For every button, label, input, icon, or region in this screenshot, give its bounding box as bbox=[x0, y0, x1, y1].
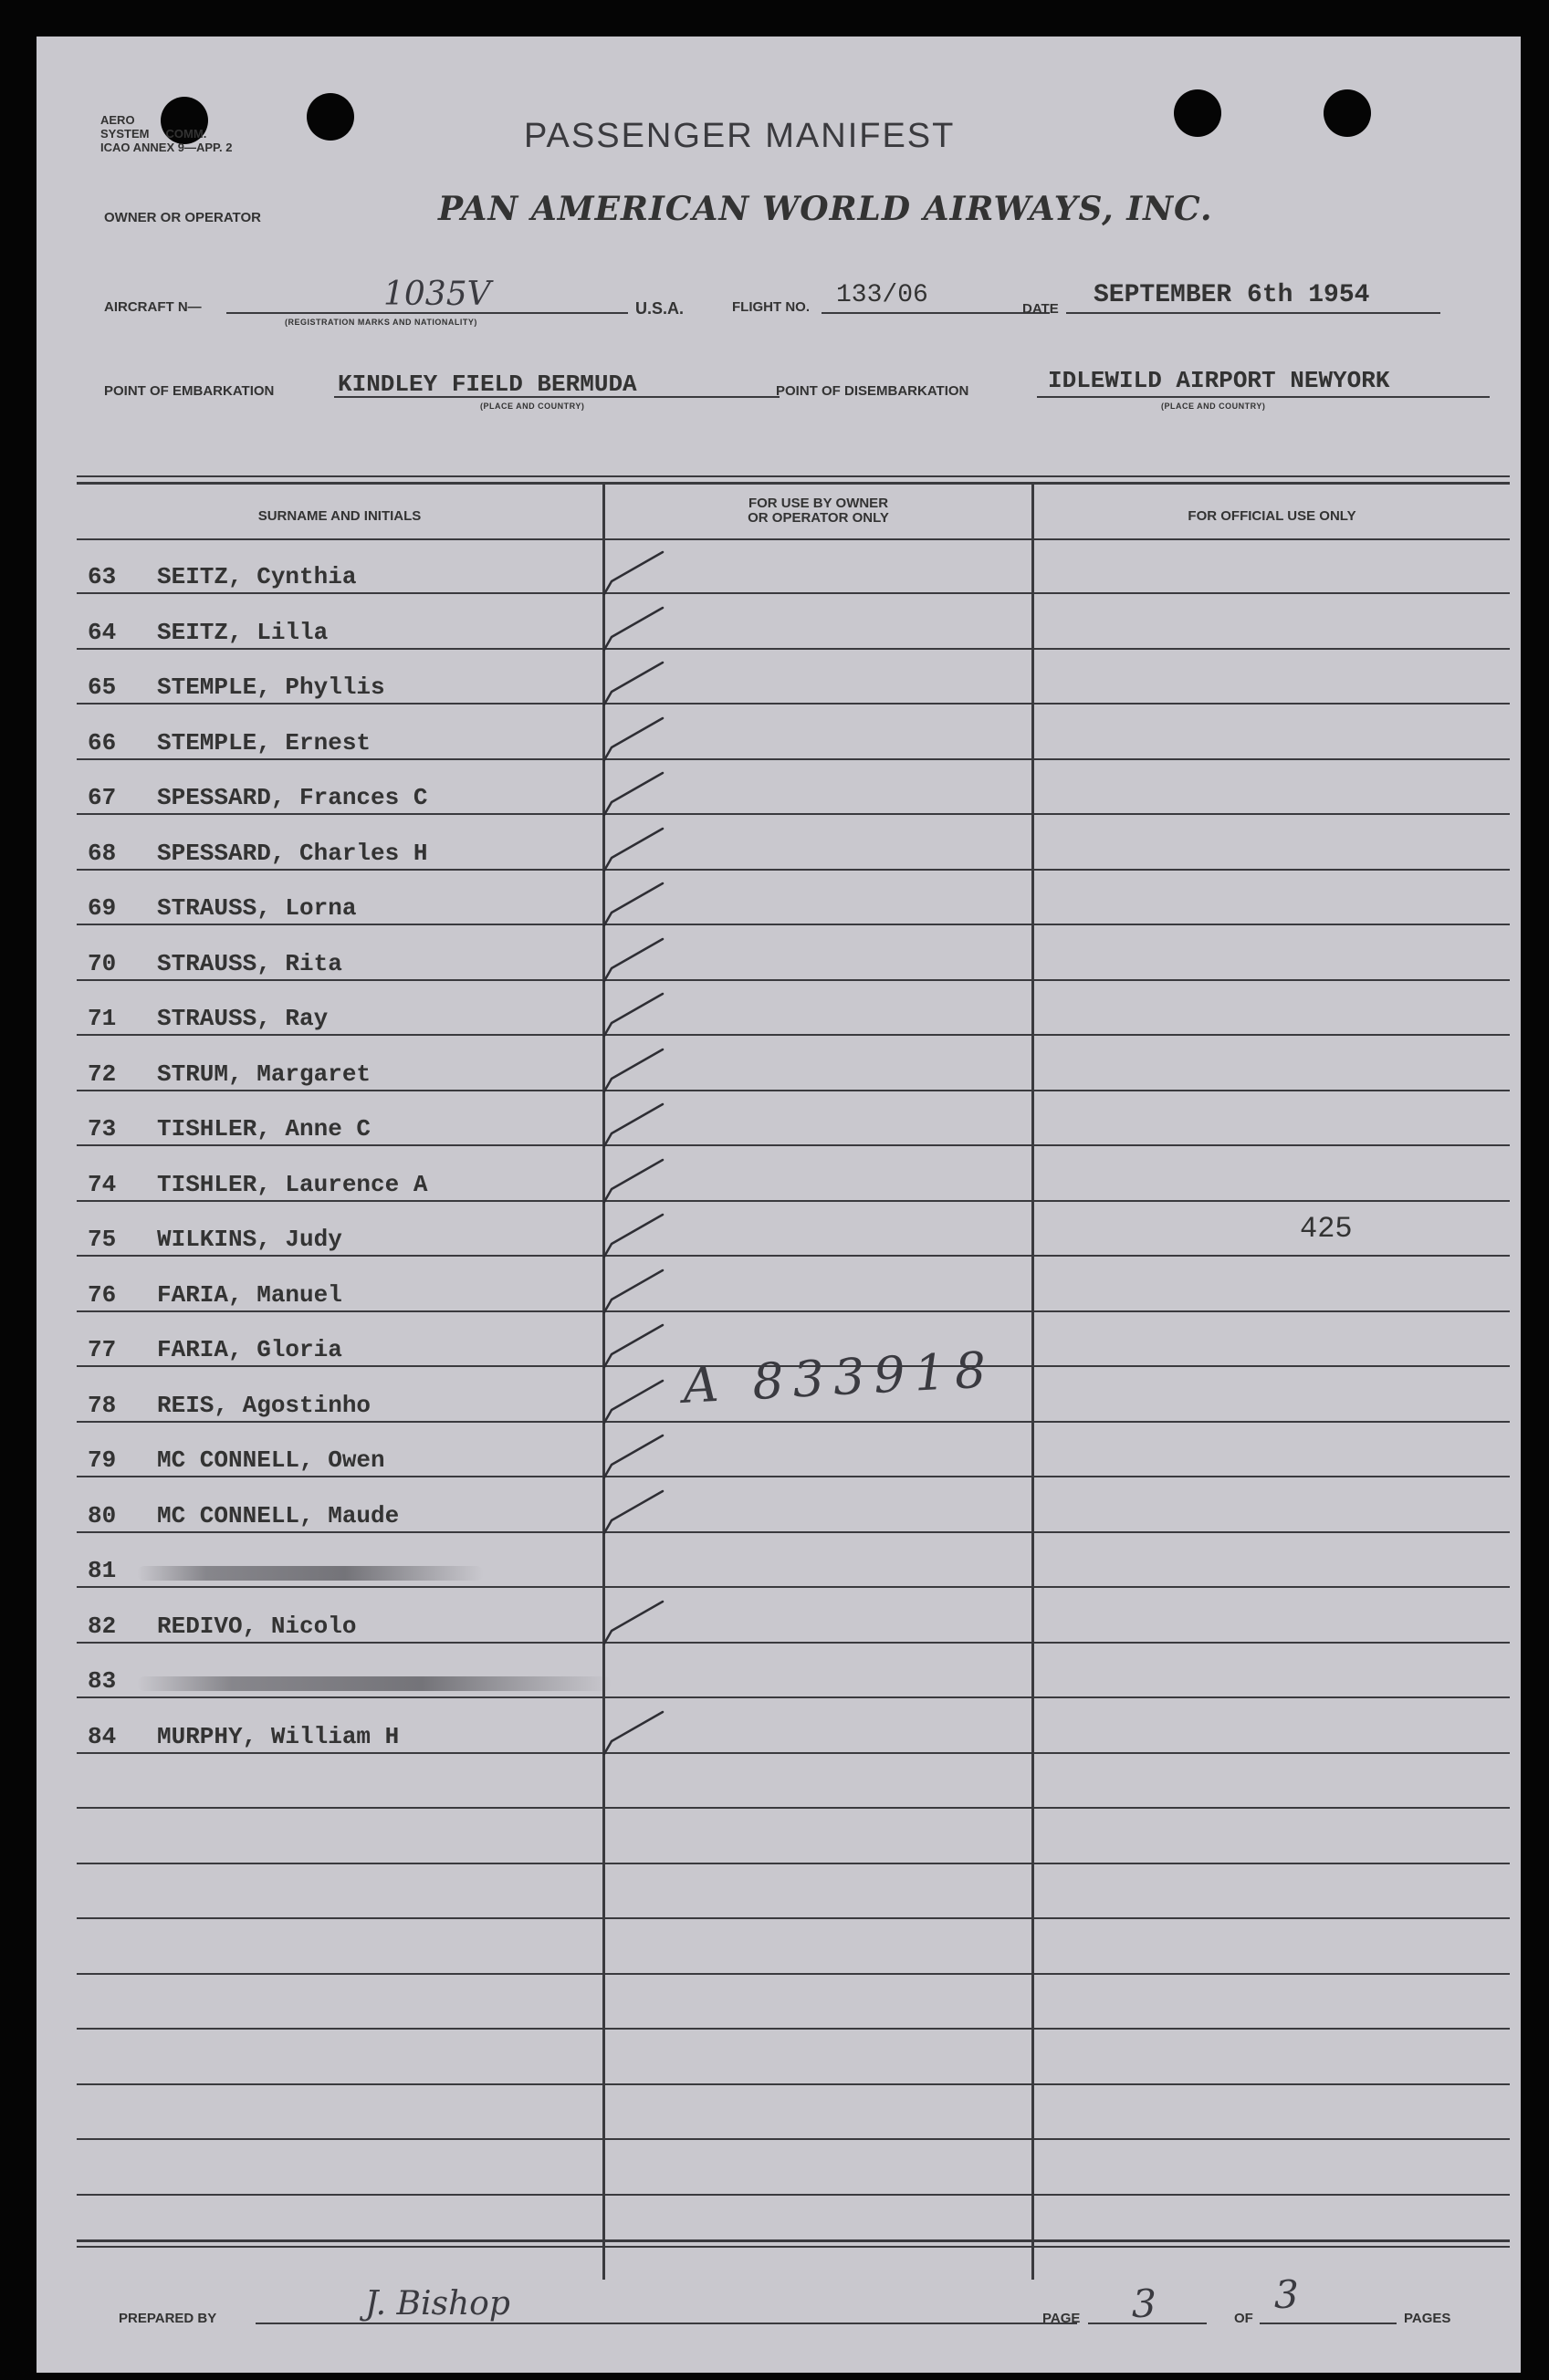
prepared-by-label: PREPARED BY bbox=[119, 2311, 217, 2326]
row-line bbox=[77, 1917, 1510, 1919]
row-line bbox=[77, 1034, 1510, 1036]
column-header-official: FOR OFFICIAL USE ONLY bbox=[1188, 508, 1356, 524]
passenger-name: MC CONNELL, Owen bbox=[157, 1446, 385, 1474]
check-mark bbox=[599, 657, 672, 712]
row-line bbox=[77, 1531, 1510, 1533]
check-mark bbox=[599, 1430, 672, 1485]
passenger-number: 70 bbox=[88, 950, 117, 977]
passenger-number: 73 bbox=[88, 1115, 117, 1143]
embarkation-label: POINT OF EMBARKATION bbox=[104, 383, 275, 399]
registration-note: (REGISTRATION MARKS AND NATIONALITY) bbox=[285, 318, 477, 327]
disembarkation-value: IDLEWILD AIRPORT NEWYORK bbox=[1048, 367, 1390, 394]
passenger-name: STRAUSS, Ray bbox=[157, 1005, 329, 1032]
check-mark bbox=[599, 988, 672, 1043]
check-mark bbox=[599, 1486, 672, 1540]
check-mark bbox=[599, 878, 672, 933]
handwritten-number: A 833918 bbox=[681, 1341, 997, 1414]
passenger-name: SPESSARD, Frances C bbox=[157, 784, 428, 811]
check-mark bbox=[599, 1596, 672, 1651]
check-mark bbox=[599, 823, 672, 878]
check-mark bbox=[599, 602, 672, 657]
of-label: OF bbox=[1234, 2311, 1253, 2326]
check-mark bbox=[599, 1099, 672, 1153]
passenger-name: MC CONNELL, Maude bbox=[157, 1502, 400, 1529]
passenger-number: 64 bbox=[88, 619, 117, 646]
passenger-name: REDIVO, Nicolo bbox=[157, 1613, 357, 1640]
check-mark bbox=[599, 1375, 672, 1430]
row-line bbox=[77, 1973, 1510, 1975]
form-code: AERO SYSTEM COMM. ICAO ANNEX 9—APP. 2 bbox=[100, 113, 233, 154]
passenger-number: 79 bbox=[88, 1446, 117, 1474]
passenger-number: 78 bbox=[88, 1392, 117, 1419]
row-line bbox=[77, 1696, 1510, 1698]
passenger-name: WILKINS, Judy bbox=[157, 1226, 342, 1253]
prepared-by-signature: J. Bishop bbox=[365, 2285, 510, 2323]
passenger-number: 65 bbox=[88, 673, 117, 701]
passenger-number: 80 bbox=[88, 1502, 117, 1529]
page-title: PASSENGER MANIFEST bbox=[524, 117, 956, 155]
passenger-number: 77 bbox=[88, 1336, 117, 1363]
passenger-name: REIS, Agostinho bbox=[157, 1392, 372, 1419]
passenger-name: STRUM, Margaret bbox=[157, 1060, 372, 1088]
passenger-name: SEITZ, Lilla bbox=[157, 619, 329, 646]
passenger-name: TISHLER, Laurence A bbox=[157, 1171, 428, 1198]
passenger-number: 81 bbox=[88, 1557, 117, 1584]
row-line bbox=[77, 2083, 1510, 2085]
row-line bbox=[77, 1200, 1510, 1202]
row-line bbox=[77, 648, 1510, 650]
place-note: (PLACE AND COUNTRY) bbox=[480, 402, 585, 411]
disembarkation-label: POINT OF DISEMBARKATION bbox=[776, 383, 969, 399]
punch-hole bbox=[1324, 89, 1371, 137]
punch-hole bbox=[307, 93, 354, 141]
manifest-sheet bbox=[37, 37, 1521, 2373]
passenger-number: 83 bbox=[88, 1667, 117, 1695]
check-mark bbox=[599, 1209, 672, 1264]
aircraft-label: AIRCRAFT N— bbox=[104, 299, 202, 315]
check-mark bbox=[599, 1707, 672, 1761]
passenger-number: 68 bbox=[88, 840, 117, 867]
row-line bbox=[77, 703, 1510, 705]
redacted-name bbox=[137, 1566, 484, 1581]
passenger-number: 69 bbox=[88, 894, 117, 922]
passenger-number: 72 bbox=[88, 1060, 117, 1088]
official-note: 425 bbox=[1300, 1212, 1353, 1246]
passenger-number: 75 bbox=[88, 1226, 117, 1253]
passenger-name: STEMPLE, Ernest bbox=[157, 729, 372, 757]
check-mark bbox=[599, 547, 672, 601]
row-line bbox=[77, 2194, 1510, 2196]
passenger-name: FARIA, Manuel bbox=[157, 1281, 342, 1309]
passenger-name: STEMPLE, Phyllis bbox=[157, 673, 385, 701]
row-line bbox=[77, 1642, 1510, 1644]
row-line bbox=[77, 813, 1510, 815]
flight-label: FLIGHT NO. bbox=[732, 299, 810, 315]
passenger-name: STRAUSS, Rita bbox=[157, 950, 342, 977]
check-mark bbox=[599, 1265, 672, 1320]
passenger-name: FARIA, Gloria bbox=[157, 1336, 342, 1363]
passenger-name: MURPHY, William H bbox=[157, 1723, 400, 1750]
passenger-name: STRAUSS, Lorna bbox=[157, 894, 357, 922]
page-label: PAGE bbox=[1042, 2311, 1081, 2326]
punch-hole bbox=[1174, 89, 1221, 137]
column-header-owner-use: FOR USE BY OWNER OR OPERATOR ONLY bbox=[748, 496, 889, 526]
row-line bbox=[77, 1752, 1510, 1754]
owner-label: OWNER OR OPERATOR bbox=[104, 210, 261, 225]
passenger-name: TISHLER, Anne C bbox=[157, 1115, 372, 1143]
row-line bbox=[77, 1255, 1510, 1257]
place-note: (PLACE AND COUNTRY) bbox=[1161, 402, 1266, 411]
country-label: U.S.A. bbox=[635, 299, 685, 318]
check-mark bbox=[599, 767, 672, 822]
check-mark bbox=[599, 1320, 672, 1374]
passenger-number: 84 bbox=[88, 1723, 117, 1750]
date-label: DATE bbox=[1022, 301, 1059, 317]
column-header-surname: SURNAME AND INITIALS bbox=[257, 508, 422, 524]
row-line bbox=[77, 592, 1510, 594]
passenger-number: 82 bbox=[88, 1613, 117, 1640]
passenger-number: 66 bbox=[88, 729, 117, 757]
date-value: SEPTEMBER 6th 1954 bbox=[1094, 281, 1370, 309]
row-line bbox=[77, 2028, 1510, 2030]
passenger-name: SEITZ, Cynthia bbox=[157, 563, 357, 590]
redacted-name bbox=[137, 1676, 612, 1691]
flight-value: 133/06 bbox=[836, 281, 928, 309]
row-line bbox=[77, 979, 1510, 981]
embarkation-value: KINDLEY FIELD BERMUDA bbox=[338, 371, 637, 398]
check-mark bbox=[599, 1044, 672, 1099]
row-line bbox=[77, 1586, 1510, 1588]
check-mark bbox=[599, 934, 672, 988]
passenger-name: SPESSARD, Charles H bbox=[157, 840, 428, 867]
passenger-number: 74 bbox=[88, 1171, 117, 1198]
row-line bbox=[77, 758, 1510, 760]
row-line bbox=[77, 1144, 1510, 1146]
row-line bbox=[77, 1310, 1510, 1312]
pages-label: PAGES bbox=[1404, 2311, 1451, 2326]
aircraft-value: 1035V bbox=[383, 276, 491, 313]
row-line bbox=[77, 1476, 1510, 1477]
page-total: 3 bbox=[1274, 2272, 1299, 2317]
row-line bbox=[77, 1863, 1510, 1864]
check-mark bbox=[599, 1154, 672, 1209]
passenger-number: 76 bbox=[88, 1281, 117, 1309]
row-line bbox=[77, 1807, 1510, 1809]
row-line bbox=[77, 924, 1510, 925]
row-line bbox=[77, 1090, 1510, 1091]
passenger-number: 63 bbox=[88, 563, 117, 590]
passenger-number: 67 bbox=[88, 784, 117, 811]
operator-name: PAN AMERICAN WORLD AIRWAYS, INC. bbox=[438, 190, 1213, 228]
page-number: 3 bbox=[1132, 2281, 1157, 2326]
passenger-number: 71 bbox=[88, 1005, 117, 1032]
check-mark bbox=[599, 713, 672, 767]
row-line bbox=[77, 2138, 1510, 2140]
row-line bbox=[77, 1421, 1510, 1423]
row-line bbox=[77, 869, 1510, 871]
